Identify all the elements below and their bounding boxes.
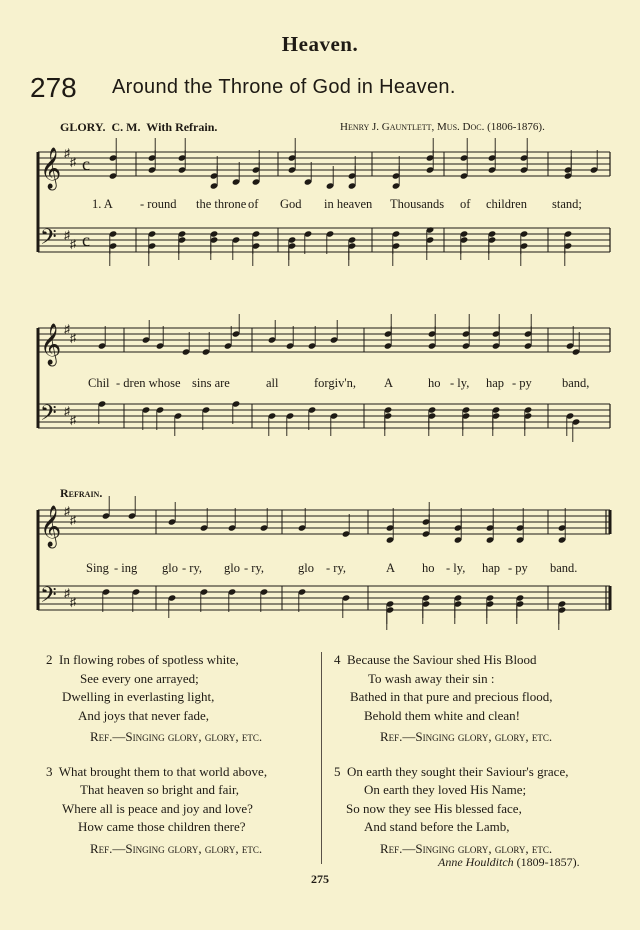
lyric-syllable: hap [486,376,505,390]
lyric-syllable: - ly, [446,561,466,575]
lyric-syllable: - py [512,376,532,390]
bass-clef-icon: 𝄢 [40,225,57,255]
lyric-syllable: - ly, [450,376,470,390]
page-number: 275 [311,872,329,886]
lyric-syllable: Chil [88,376,110,390]
lyric-syllable: of [460,197,471,211]
verse-refrain: Ref.—Singing glory, glory, etc. [90,729,263,744]
lyric-syllable: - round [140,197,177,211]
lyric-syllable: the throne [196,197,247,211]
tune-name: GLORY. [60,120,106,134]
lyric-syllable: Sing [86,561,109,575]
verses-right-column [334,651,624,858]
sharp-icon: ♯ [70,595,76,609]
lyrics-line-2 [0,376,640,392]
bass-clef-icon: 𝄢 [40,401,57,431]
verse-number: 4 [334,652,341,667]
lyric-syllable: stand; [552,197,582,211]
treble-clef-icon: 𝄞 [40,506,62,547]
refrain-note: With Refrain. [146,120,218,134]
author-name: Anne Houlditch [438,855,514,869]
verse-text: Because the Saviour shed His Blood [347,652,537,667]
lyric-syllable: A [386,561,396,575]
sharp-icon: ♯ [64,404,70,418]
lyric-syllable: sins are [192,376,230,390]
verse-refrain: Ref.—Singing glory, glory, etc. [90,840,263,856]
composer-credit: Henry J. Gauntlett, Mus. Doc. (1806-1876). [340,121,545,133]
lyric-syllable: band, [562,376,590,390]
section-header: Heaven. [281,32,359,56]
meter: C. M. [111,120,141,134]
verse-number: 3 [46,763,53,779]
verse-refrain: Ref.—Singing glory, glory, etc. [380,729,553,744]
verse-line: See every one arrayed; [80,670,199,686]
lyric-syllable: - ry, [244,561,265,575]
verse-3 [46,763,318,859]
lyric-syllable: ho [428,376,441,390]
lyric-syllable: - ry, [182,561,203,575]
verse-5 [334,763,624,859]
common-time-icon: c [82,154,90,174]
verse-line [46,651,318,670]
lyric-syllable: children [486,197,527,211]
lyric-syllable: in heaven [324,197,373,211]
verse-line: Behold them white and clean! [364,707,520,723]
verse-2 [46,651,318,747]
verses-left-column [46,651,318,858]
lyrics-line-1 [0,197,640,213]
verse-text: On earth they sought their Saviour's grace, [347,763,569,779]
treble-clef-icon: 𝄞 [40,324,62,365]
author-credit [438,855,580,870]
sharp-icon: ♯ [70,155,76,169]
verse-4 [334,651,624,747]
verse-line: On earth they loved His Name; [364,782,527,797]
sharp-icon: ♯ [64,322,70,336]
lyric-syllable: - ry, [326,561,347,575]
verse-line: That heaven so bright and fair, [80,782,240,797]
lyric-syllable: - ing [114,561,138,575]
verse-text: What brought them to that world above, [58,763,268,779]
verse-line: And joys that never fade, [78,707,210,723]
verse-line: So now they see His blessed face, [346,800,522,816]
lyric-syllable: God [280,197,302,211]
lyric-syllable: glo [162,561,178,575]
lyric-syllable: band. [550,561,578,575]
common-time-icon: c [82,230,90,250]
bass-clef-icon: 𝄢 [40,583,57,613]
lyric-syllable: of [248,197,259,211]
verse-text: In flowing robes of spotless white, [59,652,239,667]
sharp-icon: ♯ [64,504,70,518]
verse-line: To wash away their sin : [368,670,495,686]
lyrics-line-3 [0,561,640,577]
sharp-icon: ♯ [70,237,76,251]
verse-refrain: Ref.—Singing glory, glory, etc. [380,840,553,856]
sharp-icon: ♯ [70,331,76,345]
verse-line: Where all is peace and joy and love? [62,800,253,816]
hymn-number: 278 [30,72,77,103]
refrain-label: Refrain. [60,486,103,500]
verse-line: How came those children there? [78,819,246,834]
lyric-syllable: ho [422,561,435,575]
author-dates: (1809-1857). [516,855,580,869]
lyric-syllable: glo [298,561,314,575]
verse-line: Dwelling in everlasting light, [62,689,215,704]
sharp-icon: ♯ [64,586,70,600]
sharp-icon: ♯ [64,146,70,160]
column-divider [321,652,322,864]
verse-number: 5 [334,763,341,779]
lyric-syllable: all [266,376,279,390]
lyric-syllable: forgiv'n, [314,376,356,390]
verse-line: Bathed in that pure and precious flood, [350,689,553,704]
lyric-syllable: A [384,376,394,390]
lyric-syllable: - py [508,561,528,575]
treble-clef-icon: 𝄞 [40,148,62,189]
lyric-syllable: 1. A [92,197,113,211]
hymn-title: Around the Throne of God in Heaven. [112,76,456,98]
lyric-syllable: - dren whose [116,376,181,390]
lyric-syllable: hap [482,561,501,575]
lyric-syllable: Thousands [390,197,445,211]
verse-number: 2 [46,652,53,667]
verse-line: And stand before the Lamb, [364,819,510,834]
verse-line [334,763,624,782]
sharp-icon: ♯ [64,228,70,242]
lyric-syllable: glo [224,561,240,575]
sharp-icon: ♯ [70,513,76,527]
verse-line [334,651,624,670]
sharp-icon: ♯ [70,413,76,427]
verse-line [46,763,318,782]
